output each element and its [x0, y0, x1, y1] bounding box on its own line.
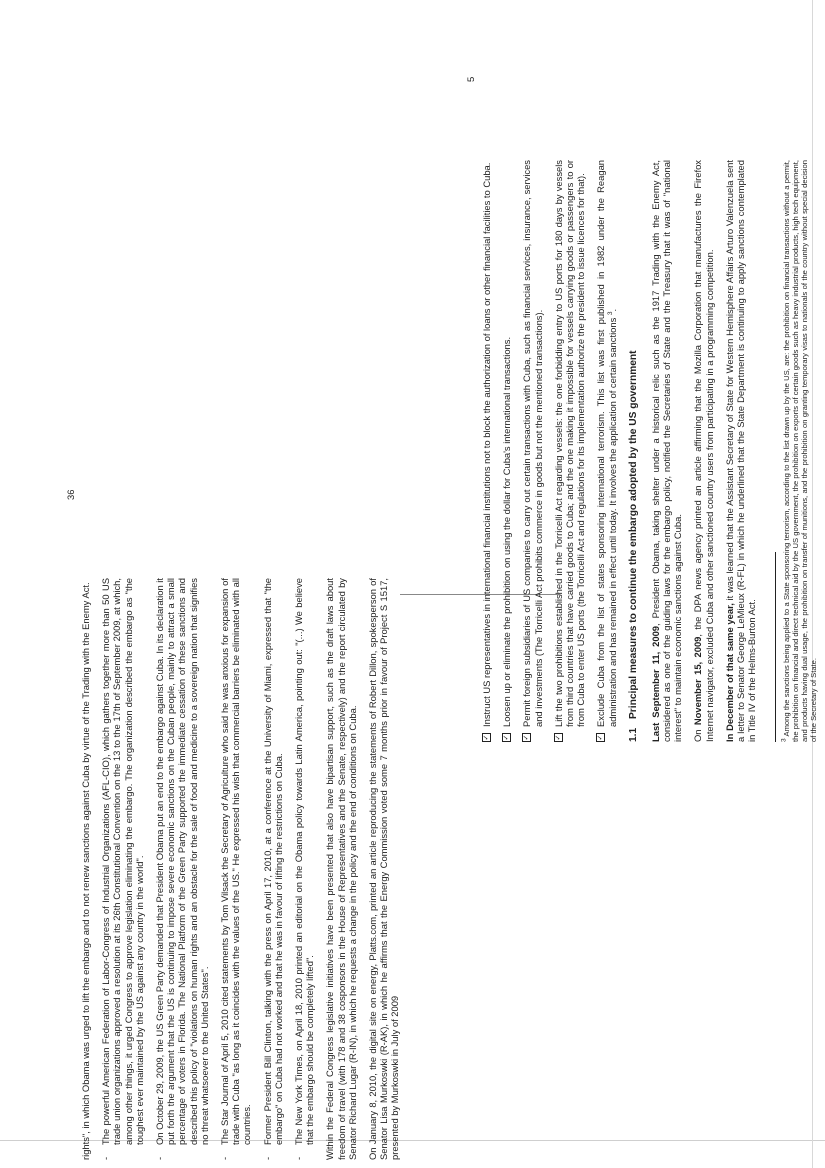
dash-bullet-icon: - [219, 1156, 231, 1160]
checklist-item [521, 160, 543, 742]
footnote-text: Among the sanctions being applied to a State sponsoring terrorism, according to the list drawn up by the US, are: the prohibition on financial transactions without a permit, the prohibition on financial and direct technical aid by the US government, the prohibition on exports of certain goods such as heavy industrial products, high tech equipment, and products having dual usage, the prohibition on transfer of munitions, and the prohibition on granting temporary visas to nationals of the country without special decision of the Secretary of State. [782, 160, 819, 742]
date-lead: In December of that same year, [723, 603, 735, 742]
page-5 [465, 76, 825, 742]
list-item [154, 578, 210, 1160]
body-paragraph [724, 160, 758, 742]
checklist-item-text: Exclude Cuba from the list of states sponsoring international terrorism. This list was first published in 1982 under the Reagan administration and has remained in effect until today. It involves the application of certain sanctions [595, 160, 618, 727]
dash-bullet-icon: - [100, 1156, 112, 1160]
list-item-text: The powerful American Federation of Labor-Congress of Industrial Organizations (AFL-CIO), which gathers together more than 50 US trade union organizations approved a resolution at its 26th Constitutional Convention on the 13 to the 17th of September 2009, at which, among other things, it urged Congress to approve legislation eliminating the embargo. The organization described the embargo as "the toughest ever maintained by the US against any country in the world". [100, 578, 145, 1145]
date-lead: Last September 11, 2009 [649, 625, 661, 742]
list-item-text: The Star Journal of April 5, 2010 cited statements by Tom Vilsack the Secretary of Agriculture who said he was anxious for expansion of trade with Cuba "as long as it coincides with the values of the US." He expressed his wish that commercial barriers be eliminated with all countries. [219, 578, 253, 1145]
list-item-text: On October 29, 2009, the US Green Party demanded that President Obama put an end to the embargo against Cuba. In its declaration it put forth the argument that the US is continuing to impose severe economic sanctions on the Cuban people, mainly to attract a small percentage of voters in Florida. The National Platform of the Green Party supported the immediate cessation of these sanctions and described this policy of "violations on human rights and an obstacle for the sale of food and medicine to a sovereign nation that signifies no threat whatsoever to the United States". [154, 578, 210, 1145]
date-lead: November 15, 2009 [692, 636, 704, 726]
checked-box-icon: ✓ [554, 734, 562, 741]
list-item [219, 578, 253, 1160]
list-item-text: Former President Bill Clinton, talking with the press on April 17, 2010, at a conference at the University of Miami, expressed that "the embargo" on Cuba had not worked and that he was in favour of lifting the restrictions on Cuba. [261, 578, 284, 1145]
checklist-item-text: Instruct US representatives in international financial institutions not to block the authorization of loans or other financial facilities to Cuba. [481, 162, 492, 727]
section-title: Principal measures to continue the embargo adopted by the US government [627, 350, 639, 719]
checked-box-icon: ✓ [597, 734, 605, 741]
page-36-body [80, 578, 410, 1160]
checklist-item-end: . [606, 308, 618, 312]
list-item [262, 578, 284, 1160]
page-number: 5 [465, 76, 476, 82]
body-paragraph: On January 8, 2010, the digital site on energy, Platts.com, printed an article reproducing the statements of Robert Dillon, spokesperson of Senator Lisa Murkoswki (R-AK), in which he affirms that the Energy Commission voted some 7 months prior in favour of Project S 1517, presented by Murkoswki in July of 2009 [367, 578, 401, 1160]
body-paragraph [692, 160, 714, 742]
list-item-text: The New York Times, on April 18, 2010 printed an editorial on the Obama policy towards Latin America, pointing out: "(...) We believe that the embargo should be completely lifted". [293, 578, 316, 1145]
page-5-body [481, 160, 818, 742]
dash-bullet-icon: - [154, 1156, 166, 1160]
paragraph-text: it was learned that the Assistant Secretary of State for Western Hemisphere Affairs Arturo Valenzuela sent a letter to Senator George LeMieux (R-FL) in which he underlined that the State Department is continuing to apply sanctions contemplated in Title IV of the Helms-Burton Act. [723, 160, 758, 742]
checked-box-icon: ✓ [483, 734, 490, 741]
paragraph-text: , the DPA news agency printed an article affirming that the Mozilla Corporation that manufactures the Firefox Internet navigator, excluded Cuba and other sanctioned country users from participating in a programming competition. [692, 160, 715, 742]
list-item [100, 578, 145, 1160]
checklist-item-text: Permit foreign subsidiaries of US companies to carry out certain transactions with Cuba, such as financial services, insurance, services and investments (The Torricelli Act prohibits commerce in goods but not the mentioned transactions). [521, 160, 544, 727]
footnote-number: 3 [780, 738, 788, 742]
dash-bullet-icon: - [261, 1156, 273, 1160]
list-item [293, 578, 315, 1160]
checklist-item [595, 160, 617, 742]
paragraph-prefix: On [692, 725, 704, 742]
continuation-paragraph: rights", in which Obama was urged to lift the embargo and to not renew sanctions against Cuba by virtue of the Trading with the Enemy Act. [80, 582, 91, 1160]
section-heading [628, 160, 640, 742]
paragraph-text: , President Obama, taking shelter under a historical relic such as the 1917 Trading with the Enemy Act, considered as one of the guiding laws for the embargo policy, notified the Secretaries of State and the Treasury that it was of "national interest" to maintain economic sanctions against Cuba. [649, 160, 684, 742]
checklist-item-text: Lift the two prohibitions established in the Torricelli Act regarding vessels: the one forbidding entry to US ports for 180 days by vessels from third countries that have carried goods to Cuba; and the one making it impossible for vessels carrying goods or passengers to or from Cuba to enter US ports (the Torricelli Act and regulations for its implementation authorize the president to issue licences for that). [552, 160, 587, 727]
checklist-item [481, 160, 492, 742]
footnote-ref: 3 [606, 311, 614, 316]
footnote-divider [775, 552, 776, 742]
checklist-item [553, 160, 587, 742]
body-paragraph: Within the Federal Congress legislative initiatives have been presented that also have bipartisan support, such as the draft laws about freedom of travel (with 178 and 38 cosponsors in the House of Representatives and the Senate, respectively) and the report circulated by Senator Richard Lugar (R-IN), in which he requests a change in the policy and the end of conditions on Cuba. [324, 578, 358, 1160]
section-number: 1.1 [627, 727, 639, 742]
checklist-item [501, 160, 512, 742]
checked-box-icon: ✓ [523, 734, 531, 741]
dash-bullet-icon: - [293, 1156, 305, 1160]
footnote [782, 160, 818, 742]
checked-box-icon: ✓ [503, 734, 511, 741]
checklist-item-text: Loosen up or eliminate the prohibition on using the dollar for Cuba's international transactions. [501, 336, 513, 727]
page-number: 36 [65, 489, 76, 500]
body-paragraph [650, 160, 684, 742]
